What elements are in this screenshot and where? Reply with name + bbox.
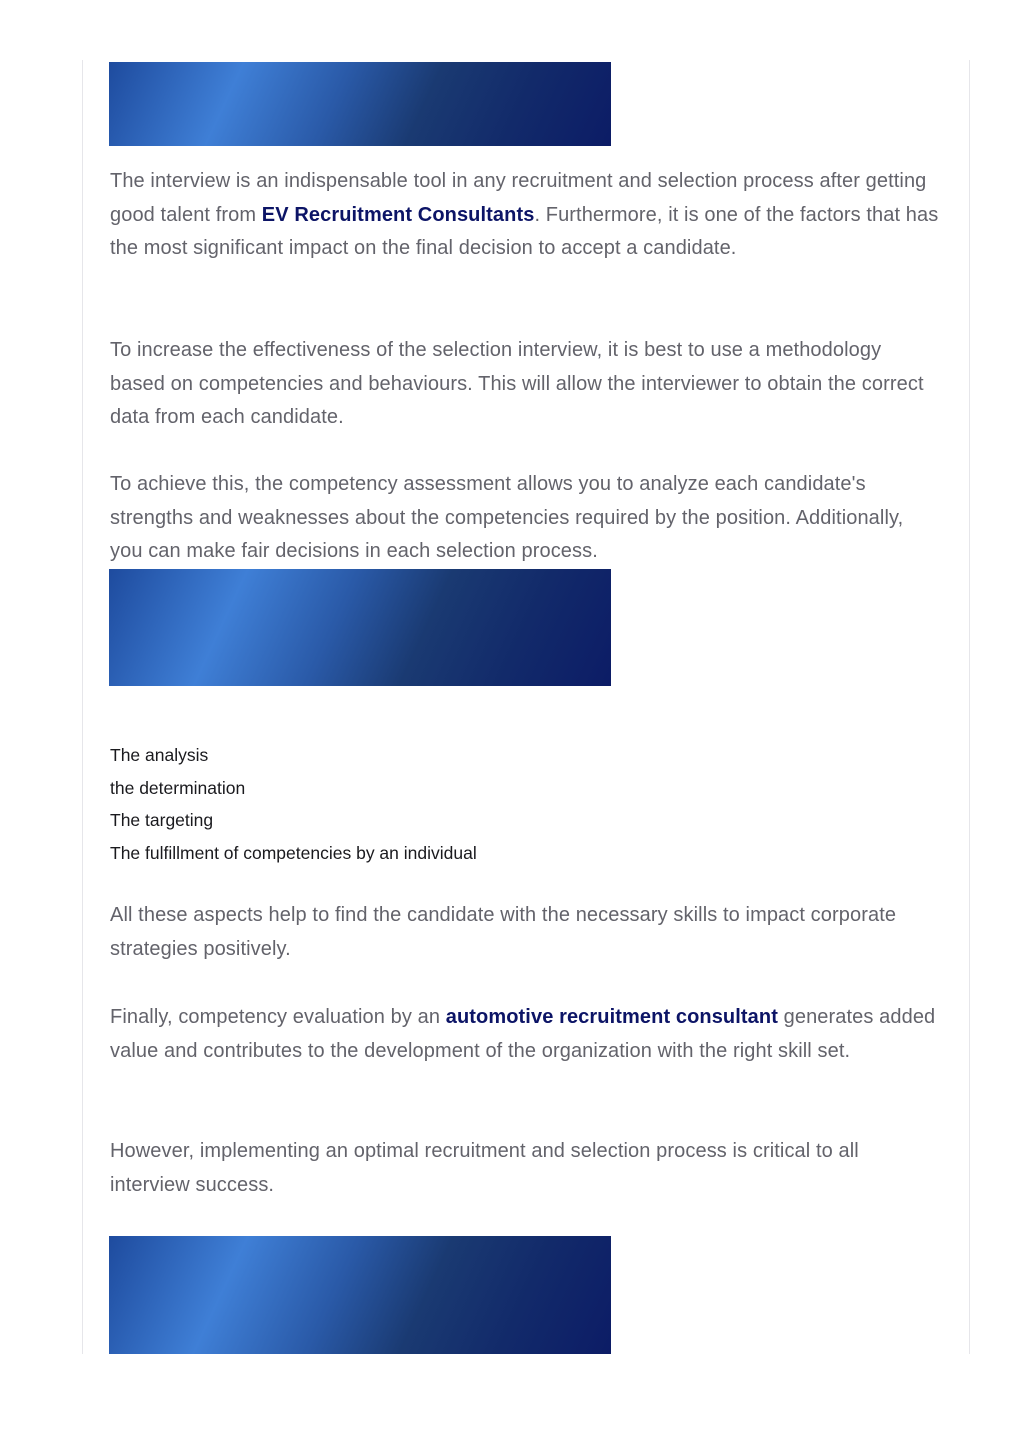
intro-text-end: . Furthermore, it is one of the factors that has the most significant impact on the final decision to accept a candidate. <box>110 203 939 260</box>
automotive-recruitment-consultant-link[interactable]: automotive recruitment consultant <box>445 1006 778 1028</box>
list-item: The targeting <box>110 810 214 830</box>
list-item: The analysis <box>110 745 209 765</box>
evaluation-text-start: Finally, competency evaluation by an <box>110 1006 446 1028</box>
evaluation-paragraph <box>110 1001 940 1068</box>
intro-paragraph <box>110 165 940 266</box>
banner-image-bottom <box>109 1236 611 1354</box>
evaluation-text-end: generates added value and contributes to the development of the organization with the right skill set. <box>110 1006 936 1062</box>
intro-text-start: The interview is an indispensable tool in any recruitment and selection process after getting good talent from <box>110 170 927 226</box>
closing-paragraph: However, implementing an optimal recruitment and selection process is critical to all interview success. <box>110 1140 859 1196</box>
list-item: the determination <box>110 777 246 798</box>
list-item: The fulfillment of competencies by an individual <box>110 842 477 863</box>
methodology-paragraph: To increase the effectiveness of the selection interview, it is best to use a methodology based on competencies and behaviours. This will allow the interviewer to obtain the correct data from each candidate. <box>110 339 924 429</box>
ev-recruitment-consultants-link[interactable]: EV Recruitment Consultants <box>261 203 535 226</box>
aspects-summary-paragraph: All these aspects help to find the candidate with the necessary skills to impact corporate strategies positively. <box>110 904 897 960</box>
competency-assessment-paragraph: To achieve this, the competency assessment allows you to analyze each candidate's strengths and weaknesses about the competencies required by the position. Additionally, you can make fair decisions in each selection process. <box>110 473 904 563</box>
banner-image-top <box>109 62 611 146</box>
competency-aspects-list <box>110 739 477 869</box>
banner-image-middle <box>109 569 611 686</box>
